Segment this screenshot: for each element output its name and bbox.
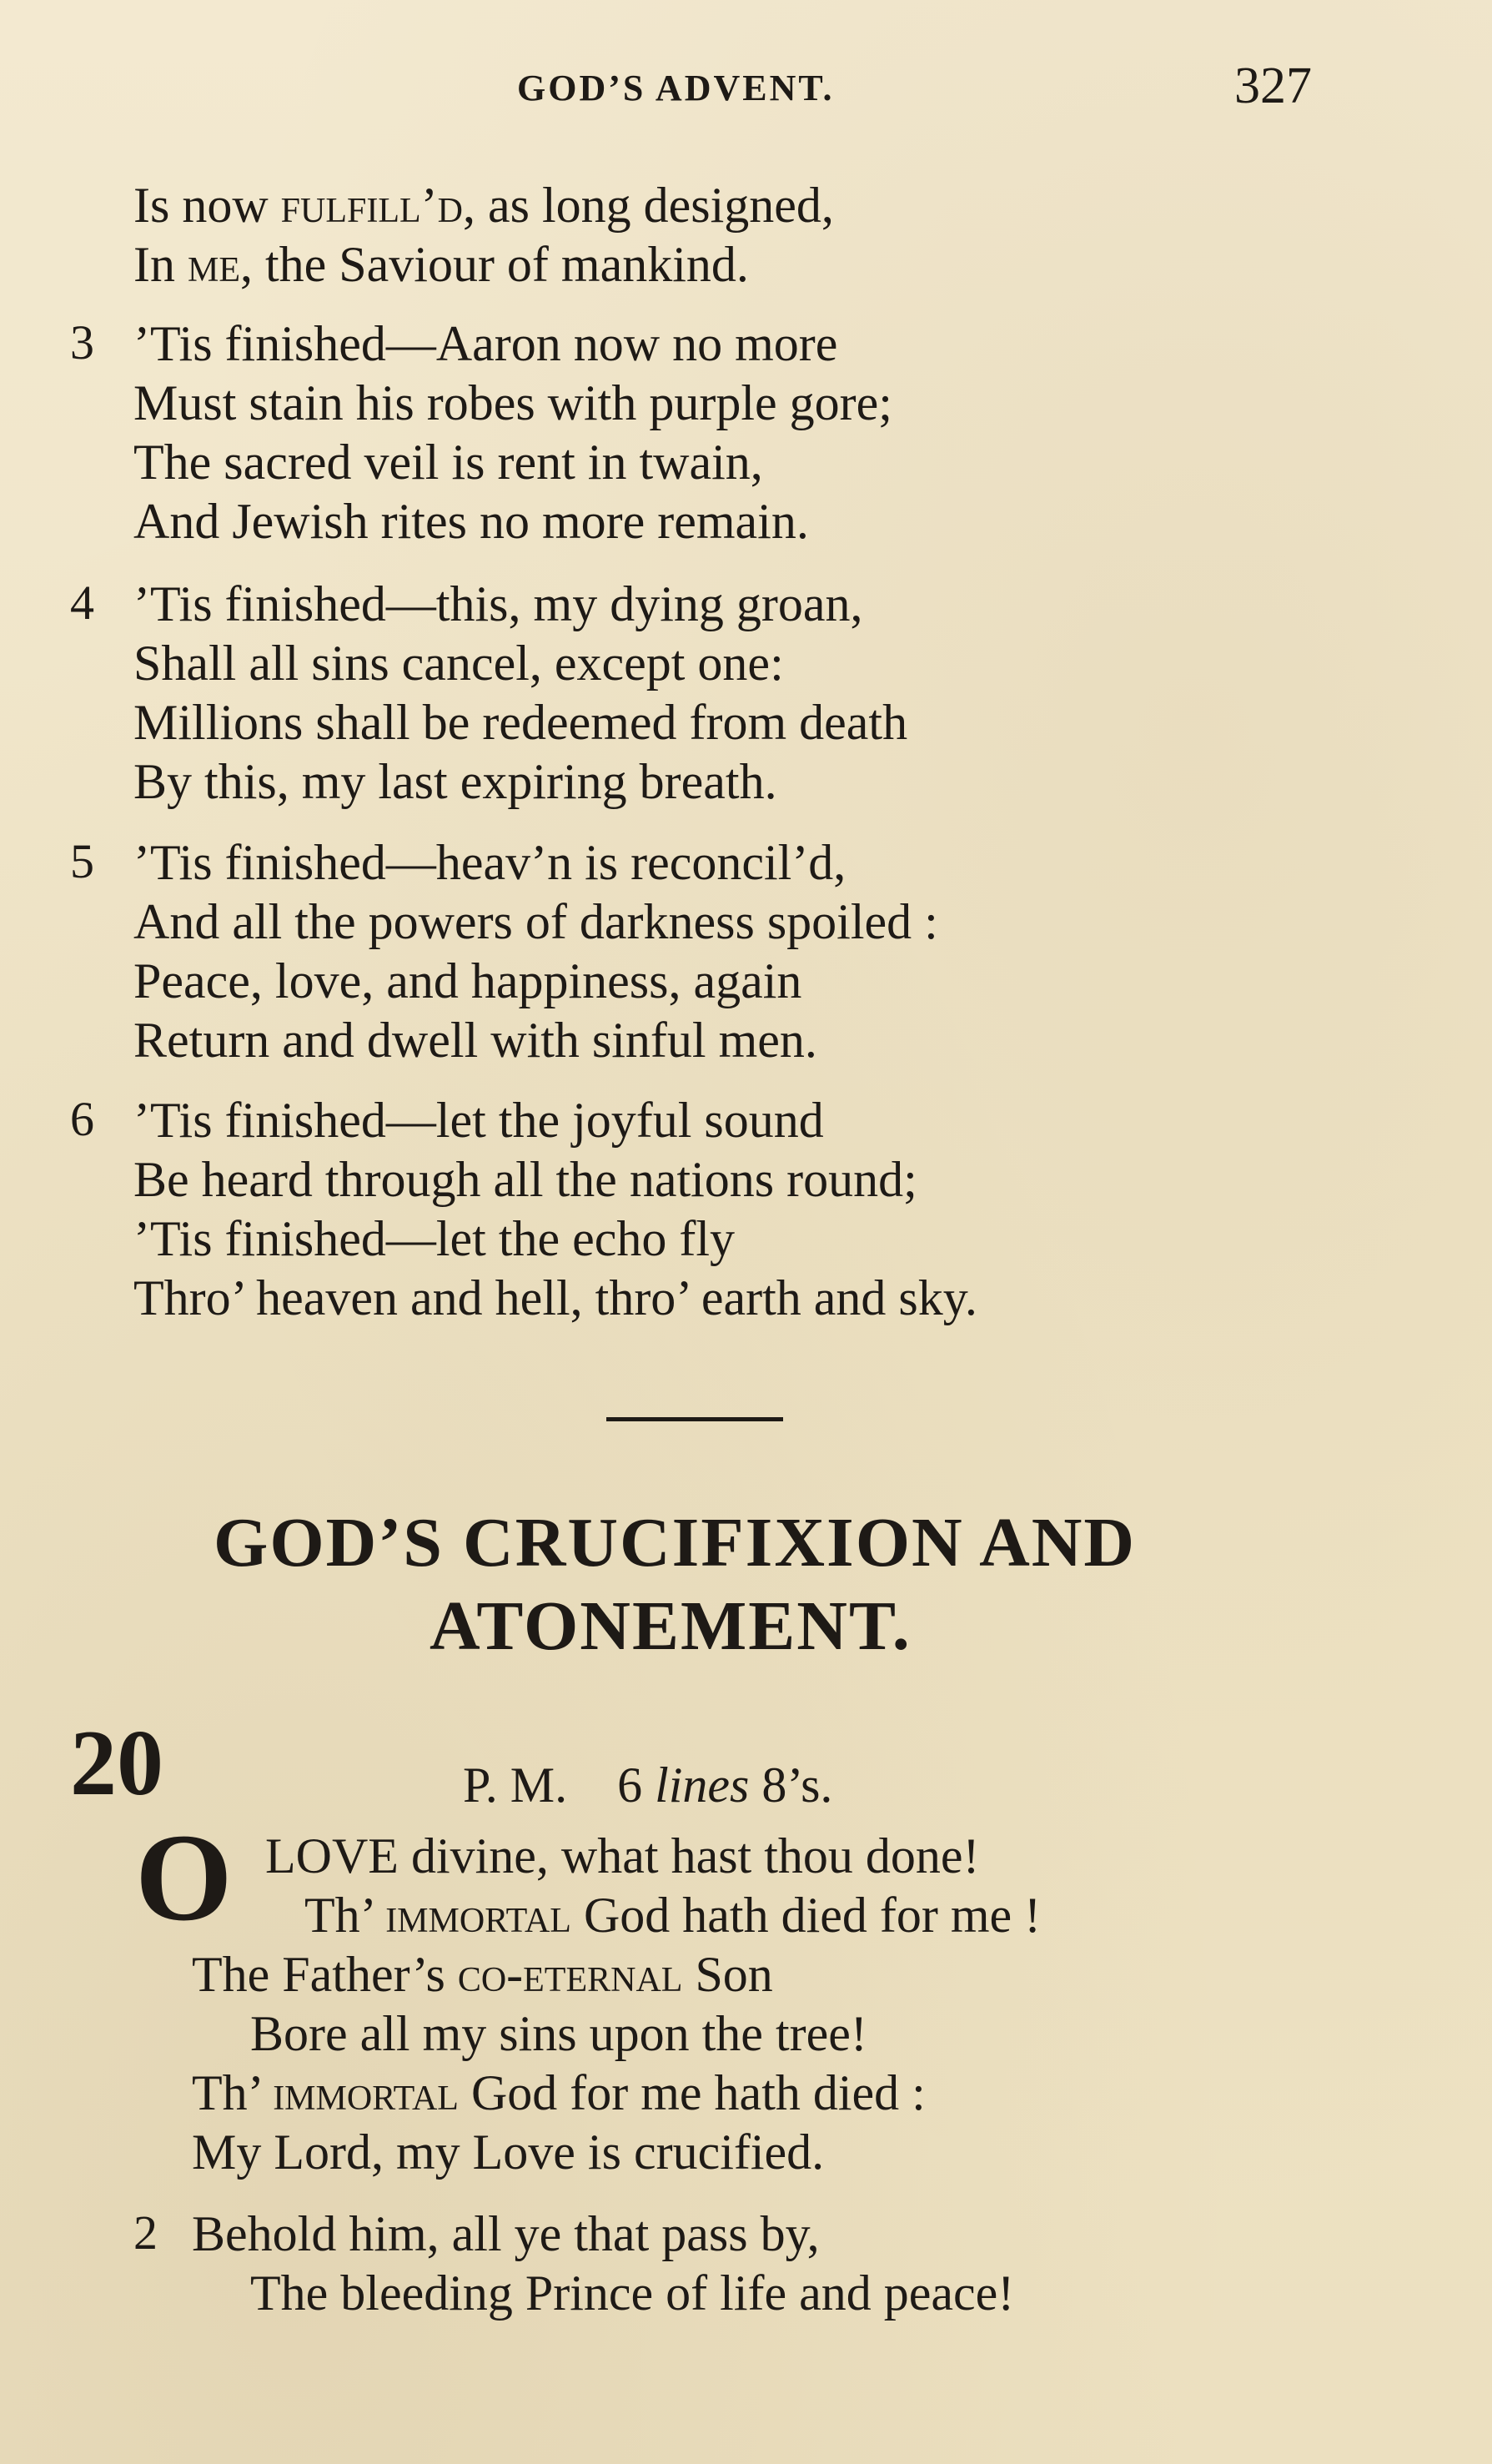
verse-line: ’Tis finished—heav’n is reconcil’d,	[133, 835, 846, 890]
verse-text: In	[133, 237, 188, 292]
verse-line	[133, 237, 749, 292]
section-divider-rule	[606, 1417, 783, 1421]
verse-text: God hath died for me !	[570, 1888, 1042, 1943]
verse-line: Millions shall be redeemed from death	[133, 695, 908, 750]
section-title-line-2: ATONEMENT.	[430, 1587, 912, 1665]
verse-text: The Father’s	[192, 1947, 458, 2002]
verse-line: By this, my last expiring breath.	[133, 754, 777, 809]
verse-line: ’Tis finished—let the echo fly	[133, 1211, 736, 1266]
verse-text: Son	[682, 1947, 773, 2002]
verse-line: Bore all my sins upon the tree!	[250, 2006, 867, 2061]
hymn-number: 20	[70, 1712, 163, 1815]
verse-text: Th’	[304, 1888, 386, 1943]
verse-small-caps: immortal	[385, 1888, 571, 1943]
verse-line	[192, 1947, 773, 2002]
verse-line: Must stain his robes with purple gore;	[133, 375, 892, 430]
section-title-line-1: GOD’S CRUCIFIXION AND	[214, 1504, 1137, 1581]
verse-line: Thro’ heaven and hell, thro’ earth and sky.	[133, 1270, 977, 1325]
verse-line: Behold him, all ye that pass by,	[192, 2206, 820, 2261]
running-head-title: GOD’S ADVENT.	[517, 68, 835, 108]
verse-line: Shall all sins cancel, except one:	[133, 636, 784, 691]
verse-line: And Jewish rites no more remain.	[133, 494, 809, 549]
meter-italic-text: lines	[655, 1757, 750, 1813]
verse-small-caps: fulfill’d	[280, 178, 463, 233]
verse-small-caps: me	[187, 237, 240, 292]
verse-text: God for me hath died :	[458, 2065, 926, 2120]
verse-small-caps: immortal	[273, 2065, 459, 2120]
stanza-number: 6	[70, 1092, 94, 1146]
stanza-number: 5	[70, 834, 94, 888]
verse-line: Peace, love, and happiness, again	[133, 953, 802, 1008]
page-number: 327	[1234, 58, 1312, 114]
drop-cap-letter: O	[135, 1808, 233, 1947]
meter-text: P. M. 6	[463, 1757, 656, 1813]
stanza-number: 2	[133, 2205, 158, 2260]
verse-line: The bleeding Prince of life and peace!	[250, 2265, 1015, 2321]
verse-line: ’Tis finished—let the joyful sound	[133, 1093, 824, 1148]
verse-line	[304, 1888, 1042, 1943]
verse-line: Return and dwell with sinful men.	[133, 1013, 817, 1068]
verse-line: ’Tis finished—Aaron now no more	[133, 316, 838, 371]
verse-text: , as long designed,	[462, 178, 834, 233]
stanza-number: 3	[70, 315, 94, 370]
hymn-meter	[463, 1757, 833, 1813]
meter-text: 8’s.	[749, 1757, 833, 1813]
verse-line: LOVE divine, what hast thou done!	[265, 1828, 980, 1883]
verse-text: Th’	[192, 2065, 274, 2120]
verse-line: The sacred veil is rent in twain,	[133, 435, 763, 490]
verse-line: And all the powers of darkness spoiled :	[133, 894, 938, 949]
stanza-number: 4	[70, 576, 94, 630]
verse-text: Is now	[133, 178, 281, 233]
verse-line: ’Tis finished—this, my dying groan,	[133, 576, 863, 631]
verse-line: My Lord, my Love is crucified.	[192, 2125, 825, 2180]
verse-small-caps: co-eternal	[457, 1947, 683, 2002]
verse-line	[133, 178, 834, 233]
verse-line	[192, 2065, 926, 2120]
verse-text: , the Saviour of mankind.	[239, 237, 749, 292]
verse-line: Be heard through all the nations round;	[133, 1152, 917, 1207]
